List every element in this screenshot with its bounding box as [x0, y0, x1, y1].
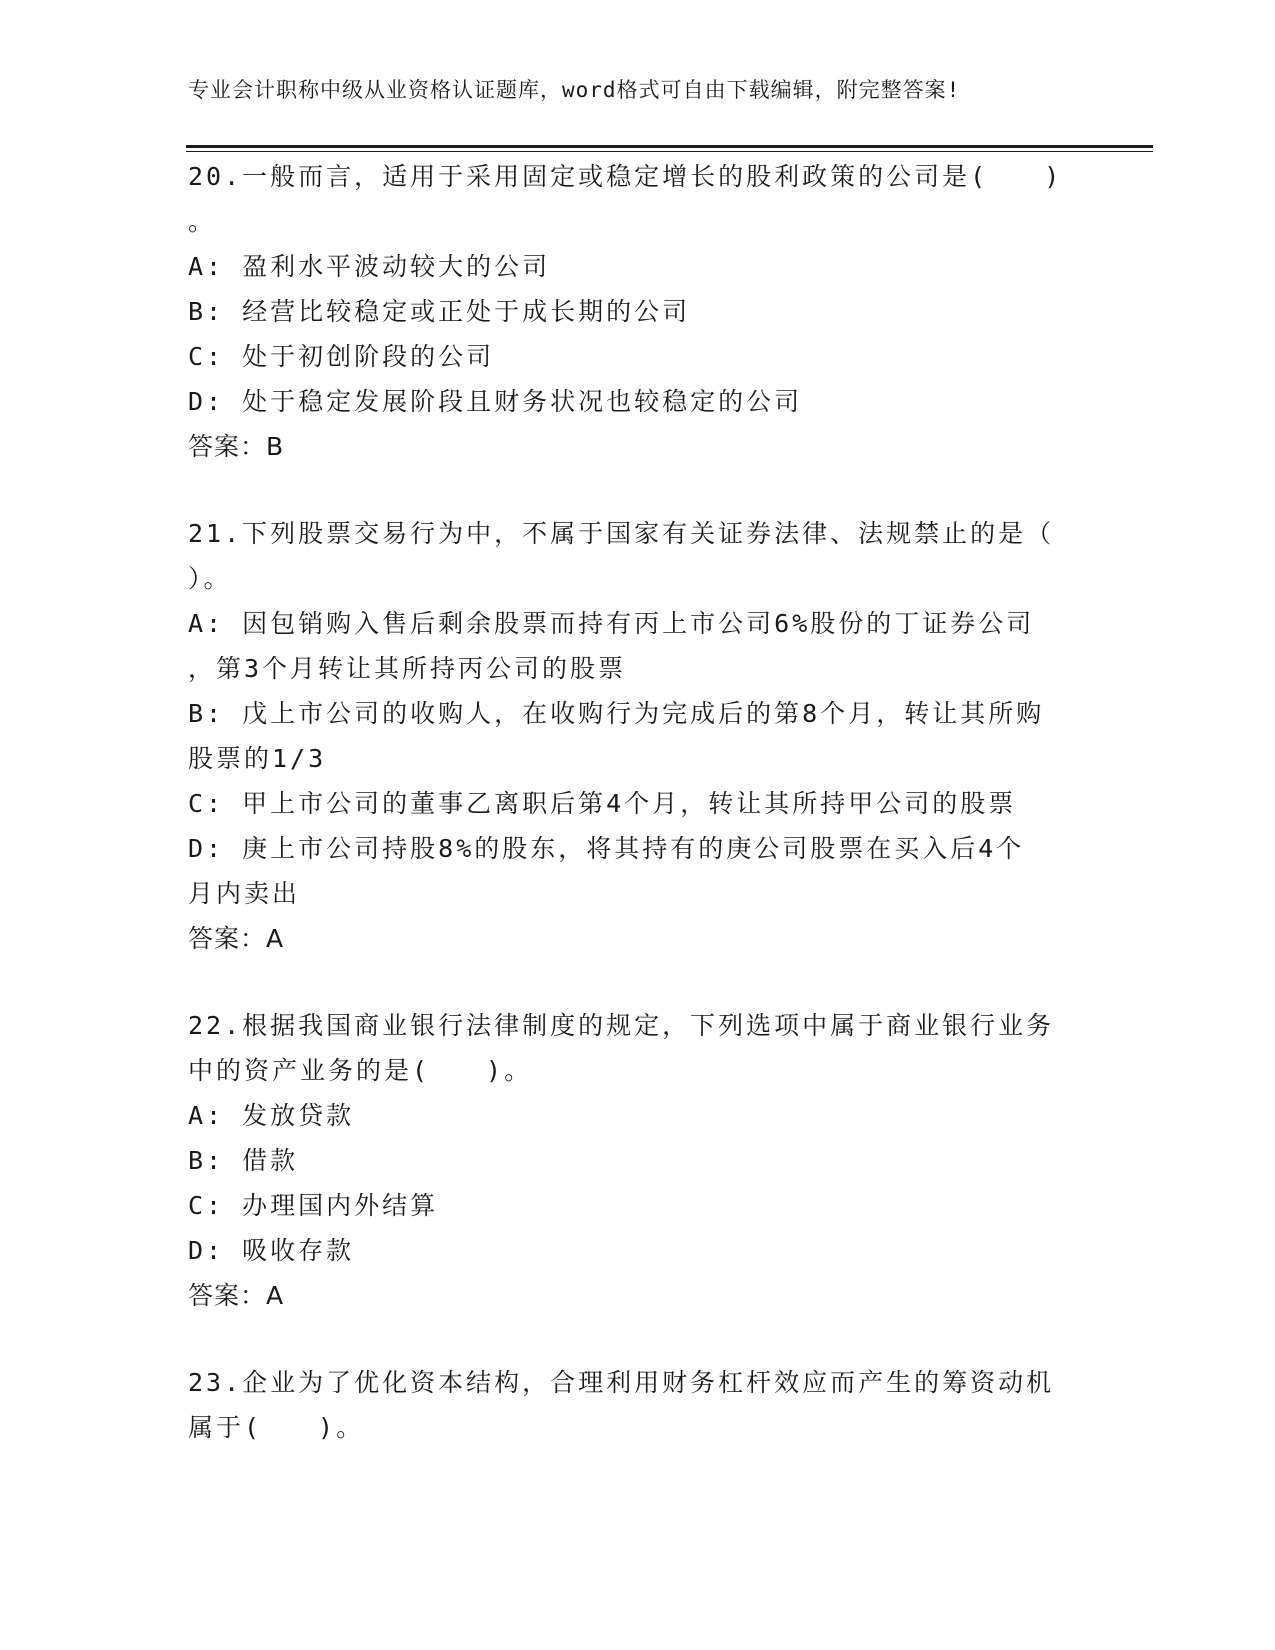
question-21-option-a-line-1: A: 因包销购入售后剩余股票而持有丙上市公司6%股份的丁证券公司	[188, 609, 1035, 638]
question-21-answer: 答案：A	[188, 924, 285, 953]
question-20	[188, 154, 1088, 469]
question-21-text-line-1: 21.下列股票交易行为中，不属于国家有关证券法律、法规禁止的是（	[188, 519, 1055, 548]
question-20-option-a: A: 盈利水平波动较大的公司	[188, 252, 551, 281]
question-22-option-a: A: 发放贷款	[188, 1101, 355, 1130]
question-list	[188, 154, 1088, 1492]
question-23	[188, 1360, 1088, 1450]
question-22-option-c: C: 办理国内外结算	[188, 1191, 439, 1220]
header-rule-thick	[186, 145, 1153, 148]
question-22-text-line-2: 中的资产业务的是( )。	[188, 1056, 533, 1085]
question-21-option-a-line-2: ，第3个月转让其所持丙公司的股票	[188, 654, 627, 683]
question-22-text-line-1: 22.根据我国商业银行法律制度的规定，下列选项中属于商业银行业务	[188, 1011, 1055, 1040]
question-23-text-line-2: 属于( )。	[188, 1413, 365, 1442]
question-21-option-b-line-1: B: 戊上市公司的收购人，在收购行为完成后的第8个月，转让其所购	[188, 699, 1045, 728]
question-21-text-line-2: ）。	[188, 564, 232, 593]
question-20-option-c: C: 处于初创阶段的公司	[188, 342, 495, 371]
question-21	[188, 511, 1088, 961]
question-23-text-line-1: 23.企业为了优化资本结构，合理利用财务杠杆效应而产生的筹资动机	[188, 1368, 1055, 1397]
question-22-option-b: B: 借款	[188, 1146, 299, 1175]
question-22-answer: 答案：A	[188, 1281, 285, 1310]
question-20-text-line-1: 20.一般而言，适用于采用固定或稳定增长的股利政策的公司是( )	[188, 162, 1063, 191]
question-20-option-d: D: 处于稳定发展阶段且财务状况也较稳定的公司	[188, 387, 803, 416]
question-22-option-d: D: 吸收存款	[188, 1236, 355, 1265]
question-20-answer: 答案：B	[188, 432, 285, 461]
question-22	[188, 1003, 1088, 1318]
header-rule-thin	[186, 151, 1153, 152]
page-header: 专业会计职称中级从业资格认证题库，word格式可自由下载编辑，附完整答案!	[188, 78, 961, 102]
question-21-option-c: C: 甲上市公司的董事乙离职后第4个月，转让其所持甲公司的股票	[188, 789, 1017, 818]
question-20-option-b: B: 经营比较稳定或正处于成长期的公司	[188, 297, 691, 326]
question-21-option-d-line-1: D: 庚上市公司持股8%的股东，将其持有的庚公司股票在买入后4个	[188, 834, 1025, 863]
question-21-option-d-line-2: 月内卖出	[188, 879, 301, 908]
question-21-option-b-line-2: 股票的1/3	[188, 744, 327, 773]
question-20-text-line-2: 。	[188, 207, 217, 236]
